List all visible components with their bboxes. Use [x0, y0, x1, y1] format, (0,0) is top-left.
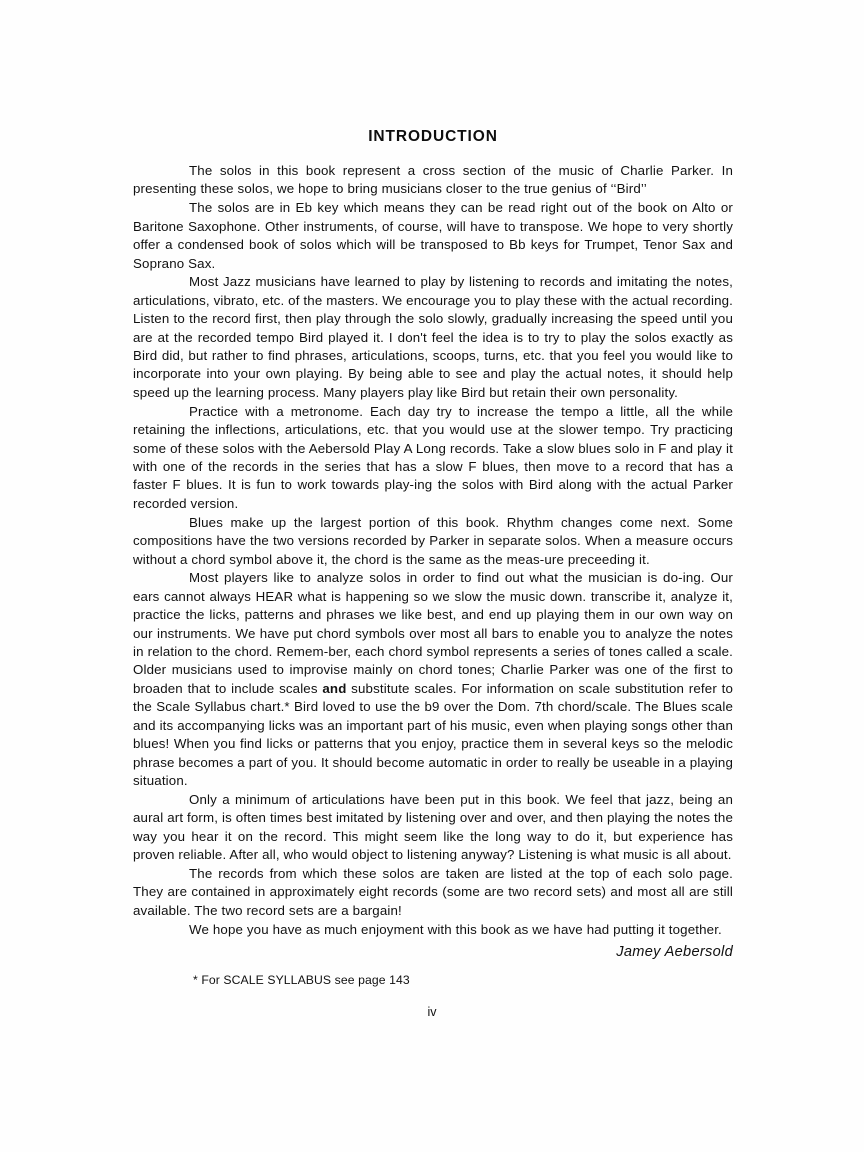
- page-title: INTRODUCTION: [368, 128, 498, 145]
- page-content: [133, 128, 733, 987]
- paragraph-3: Most Jazz musicians have learned to play by listening to records and imitating the notes, articulations, vibrato, etc. of the masters. We encourage you to play these with the actual recording. Listen to the record first, then play through the solo slowly, gradually increasing the speed until you are at the recorded tempo Bird played it. I don't feel the idea is to try to play the solos exactly as Bird did, but rather to find phrases, articulations, scoops, turns, etc. that you feel you would like to incorporate into your own playing. By being able to see and play the actual notes, it should help speed up the learning process. Many players play like Bird but retain their own personality.: [133, 274, 733, 400]
- paragraph-1: The solos in this book represent a cross section of the music of Charlie Parker. In presenting these solos, we hope to bring musicians closer to the true genius of ‘‘Bird’’: [133, 163, 733, 197]
- paragraph-6-bold-word: and: [322, 680, 347, 696]
- paragraph-6-text-after: substitute scales. For information on scale substitution refer to the Scale Syllabus chart.* Bird loved to use the b9 over the Dom. 7th chord/scale. The Blues scale and its accompanying licks was an important part of his music, even when playing songs other than blues! When you find licks or patterns that you enjoy, practice them in several keys so the melodic phrase becomes a part of you. It should become automatic in order to really be useable in a playing situation.: [133, 680, 733, 788]
- paragraph-8: The records from which these solos are taken are listed at the top of each solo page. They are contained in approximately eight records (some are two record sets) and most all are still available. The two record sets are a bargain!: [133, 865, 733, 918]
- page-number: iv: [427, 1005, 437, 1019]
- paragraph-2: The solos are in Eb key which means they can be read right out of the book on Alto or Baritone Saxophone. Other instruments, of course, will have to transpose. We hope to very shortly offer a condensed book of solos which will be transposed to Bb keys for Trumpet, Tenor Sax and Soprano Sax.: [133, 200, 733, 271]
- paragraph-6-text-before: Most players like to analyze solos in order to find out what the musician is do-ing. Our ears cannot always HEAR what is happening so we slow the music down. transcribe it, analyze it, practice the licks, patterns and phrases we like best, and end up playing them in our own way on our instruments. We have put chord symbols over most all bars to enable you to analyze the notes in relation to the chord. Remem-ber, each chord symbol represents a series of tones called a scale. Older musicians used to improvise mainly on chord tones; Charlie Parker was one of the first to broaden that to include scales: [133, 570, 733, 696]
- paragraph-6-with-emphasis: [133, 569, 733, 790]
- paragraph-7: Only a minimum of articulations have been put in this book. We feel that jazz, being an aural art form, is often times best imitated by listening over and over, and then playing the notes the way you hear it on the record. This might seem like the long way to do it, but experience has proven reliable. After all, who would object to listening anyway? Listening is what music is all about.: [133, 791, 733, 863]
- paragraph-4: Practice with a metronome. Each day try to increase the tempo a little, all the while retaining the inflections, articulations, etc. that you would use at the slower tempo. Try practicing some of these solos with the Aebersold Play A Long records. Take a slow blues solo in F and play it with one of the records in the series that has a slow F blues, then move to a record that has a faster F blues. It is fun to work towards play-ing the solos with Bird along with the actual Parker recorded version.: [133, 403, 733, 511]
- author-signature: Jamey Aebersold: [616, 944, 733, 961]
- footnote: * For SCALE SYLLABUS see page 143: [193, 973, 410, 988]
- paragraph-9: We hope you have as much enjoyment with this book as we have had putting it together.: [189, 921, 722, 937]
- paragraph-5: Blues make up the largest portion of this book. Rhythm changes come next. Some compositions have the two versions recorded by Parker in separate solos. When a measure occurs without a chord symbol above it, the chord is the same as the meas-ure preceeding it.: [133, 514, 733, 567]
